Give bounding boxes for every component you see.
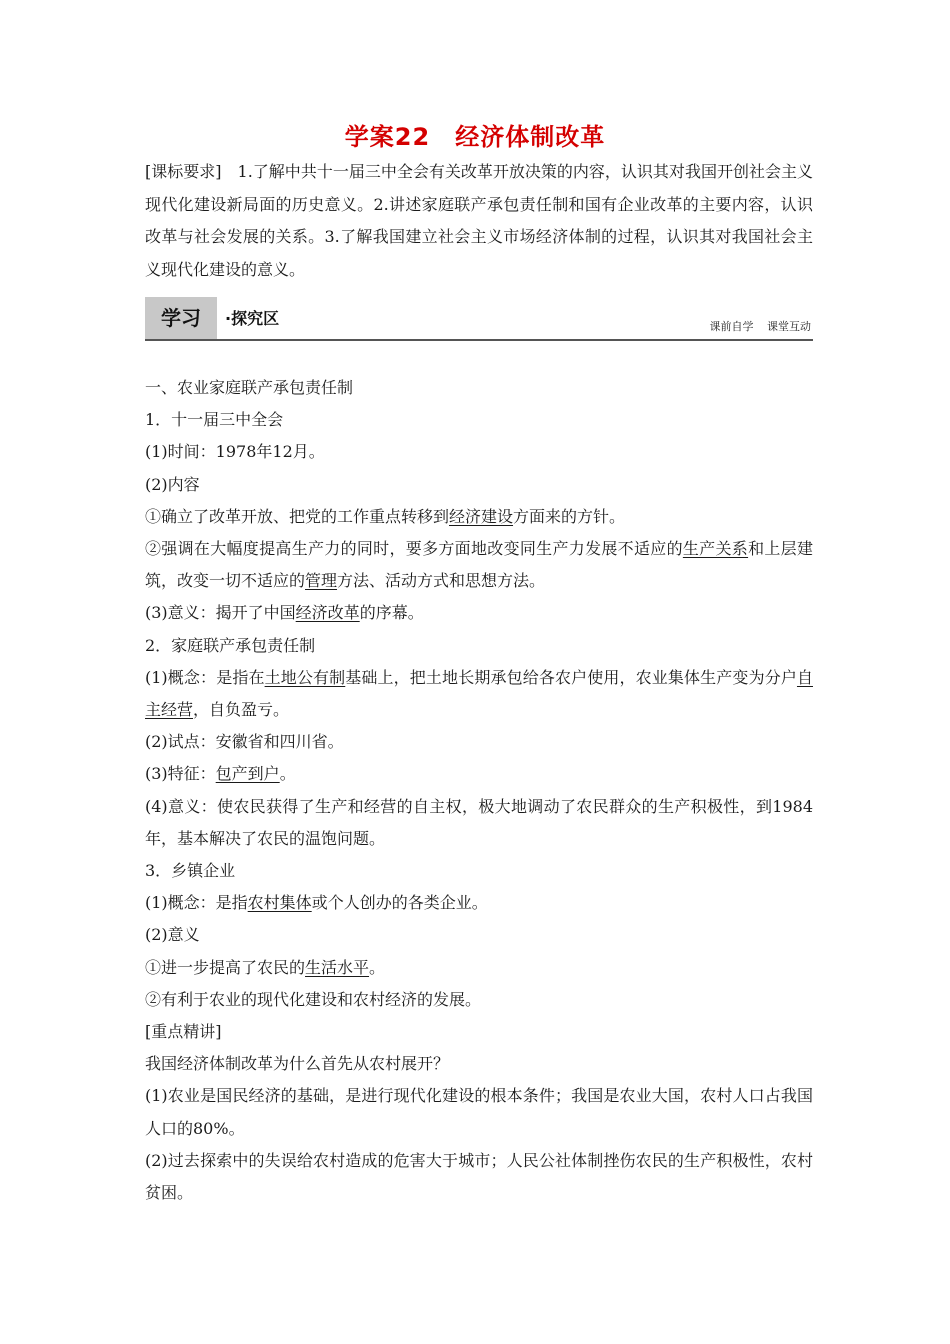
line-text: (3)特征： xyxy=(145,764,216,784)
content-line xyxy=(145,404,813,436)
content-line xyxy=(145,372,813,404)
content-line xyxy=(145,501,813,533)
line-text: 的序幕。 xyxy=(359,603,424,623)
line-text: 一、农业家庭联产承包责任制 xyxy=(145,378,354,397)
underlined-answer: 经济建设 xyxy=(449,506,514,526)
content-line xyxy=(145,469,813,501)
content-line xyxy=(145,662,813,726)
line-text: (1)概念：是指 xyxy=(145,893,248,913)
line-text: 2．家庭联产承包责任制 xyxy=(145,635,316,655)
line-text: (1)农业是国民经济的基础，是进行现代化建设的根本条件；我国是农业大国，农村人口占我国人口的80%。 xyxy=(145,1086,813,1138)
underlined-answer: 生产关系 xyxy=(682,539,749,559)
underlined-answer: 管理 xyxy=(305,571,338,591)
line-text: 方法、活动方式和思想方法。 xyxy=(337,571,546,591)
content-line xyxy=(145,1080,813,1144)
banner-right-label: 课前自学 课堂互动 xyxy=(709,320,811,333)
line-text: 基础上，把土地长期承包给各农户使用，农业集体生产变为分户 xyxy=(345,667,797,687)
content-line xyxy=(145,919,813,951)
underlined-answer: 经济改革 xyxy=(295,603,360,623)
content-line xyxy=(145,436,813,468)
underlined-answer: 农村集体 xyxy=(247,893,312,913)
line-text: [重点精讲] xyxy=(145,1022,222,1042)
line-text: (4)意义：使农民获得了生产和经营的自主权，极大地调动了农民群众的生产积极性，到1984年，基本解决了农民的温饱问题。 xyxy=(145,796,813,848)
underlined-answer: 生活水平 xyxy=(305,957,370,977)
line-text: 1．十一届三中全会 xyxy=(145,410,284,430)
requirements-label: [课标要求] xyxy=(145,162,222,181)
content-line xyxy=(145,1016,813,1048)
content-line xyxy=(145,758,813,790)
section-banner xyxy=(145,297,813,343)
line-text: 或个人创办的各类企业。 xyxy=(311,893,488,913)
banner-subtitle: ·探究区 xyxy=(225,309,280,328)
line-text: 方面来的方针。 xyxy=(513,506,626,526)
content-line xyxy=(145,1048,813,1080)
main-content xyxy=(145,372,813,1209)
line-text: ，自负盈亏。 xyxy=(193,700,290,720)
line-text: (1)概念：是指在 xyxy=(145,667,265,687)
line-text: ①进一步提高了农民的 xyxy=(145,957,306,977)
underlined-answer: 包产到户 xyxy=(215,764,280,784)
requirements-text: 1.了解中共十一届三中全会有关改革开放决策的内容，认识其对我国开创社会主义现代化建设新局面的历史意义。2.讲述家庭联产承包责任制和国有企业改革的主要内容，认识改革与社会发展的关系。3.了解我国建立社会主义市场经济体制的过程，认识其对我国社会主义现代化建设的意义。 xyxy=(145,162,813,279)
line-text: ②强调在大幅度提高生产力的同时，要多方面地改变同生产力发展不适应的 xyxy=(145,539,683,559)
banner-rule xyxy=(145,339,813,341)
content-line xyxy=(145,597,813,629)
line-text: 我国经济体制改革为什么首先从农村展开？ xyxy=(145,1054,450,1074)
line-text: (2)过去探索中的失误给农村造成的危害大于城市；人民公社体制挫伤农民的生产积极性，农村贫困。 xyxy=(145,1150,813,1203)
page-title: 学案22 经济体制改革 xyxy=(344,123,606,151)
content-line xyxy=(145,887,813,919)
line-text: (1)时间：1978年12月。 xyxy=(145,442,325,462)
line-text: 和上层建筑，改变一切不适应的 xyxy=(145,539,813,591)
line-text: 。 xyxy=(369,957,386,977)
underlined-answer: 土地公有制 xyxy=(264,667,346,687)
content-line xyxy=(145,791,813,855)
underlined-answer: 自主经营 xyxy=(145,667,813,720)
content-line xyxy=(145,952,813,984)
content-line xyxy=(145,1145,813,1209)
banner-tab: 学习 xyxy=(145,297,217,339)
content-line xyxy=(145,533,813,597)
line-text: (2)意义 xyxy=(145,925,200,945)
curriculum-requirements xyxy=(145,156,813,286)
line-text: (2)试点：安徽省和四川省。 xyxy=(145,732,344,752)
line-text: ②有利于农业的现代化建设和农村经济的发展。 xyxy=(145,989,482,1009)
line-text: 。 xyxy=(279,764,296,784)
content-line xyxy=(145,855,813,887)
content-line xyxy=(145,726,813,758)
line-text: 3．乡镇企业 xyxy=(145,861,236,881)
line-text: (3)意义：揭开了中国 xyxy=(145,603,296,623)
line-text: (2)内容 xyxy=(145,474,200,494)
line-text: ①确立了改革开放、把党的工作重点转移到 xyxy=(145,506,450,526)
content-line xyxy=(145,630,813,662)
content-line xyxy=(145,984,813,1016)
